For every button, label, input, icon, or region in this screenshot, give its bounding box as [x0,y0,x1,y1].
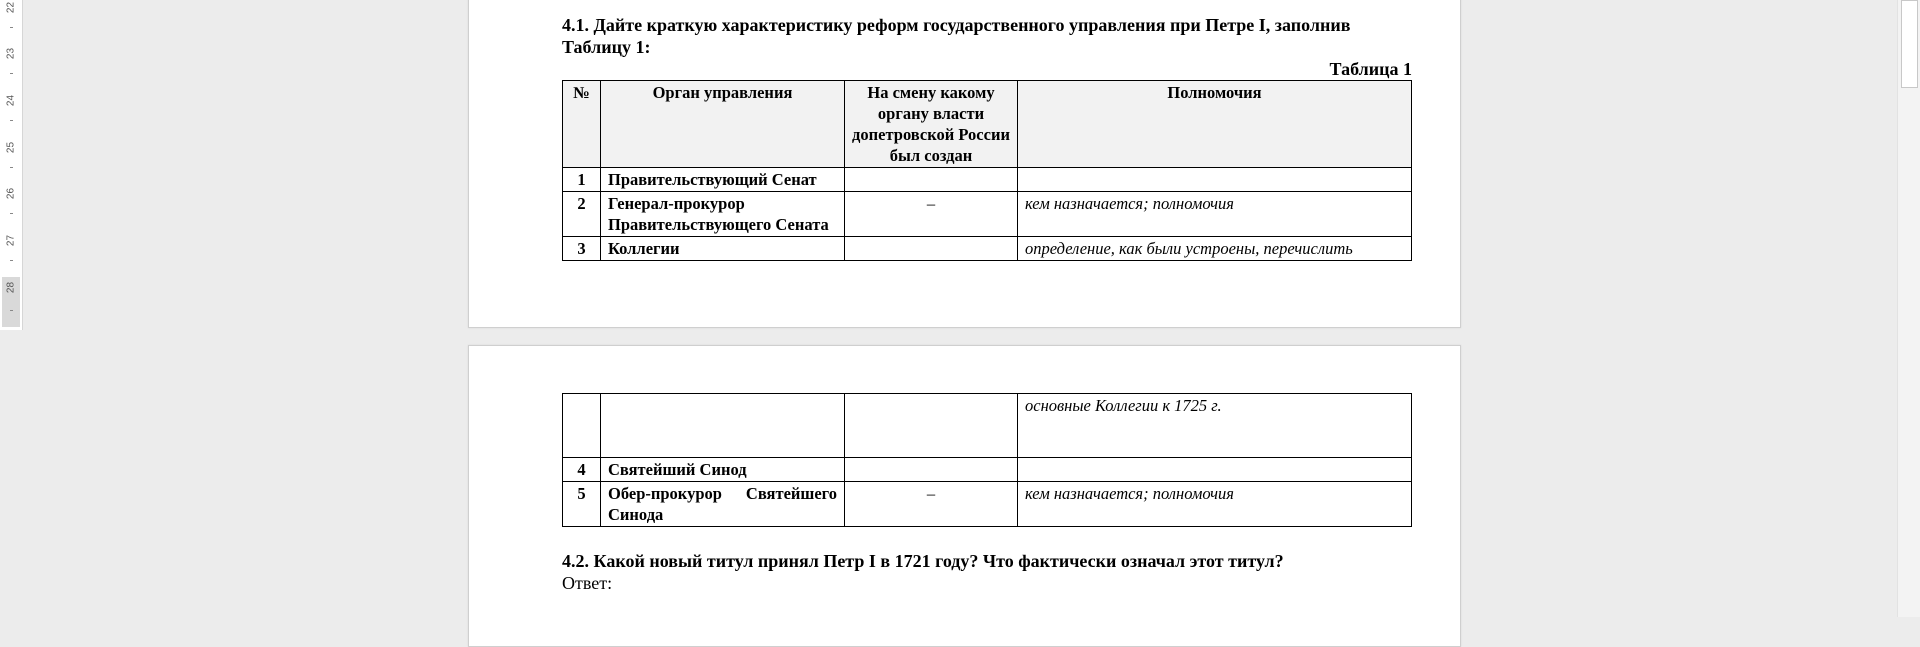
row-powers[interactable]: основные Коллегии к 1725 г. [1018,394,1412,458]
ruler-tick [10,27,13,28]
table-row [563,482,1412,527]
ruler-tick [10,73,13,74]
ruler-mark: 22 [5,1,17,14]
row-powers[interactable] [1018,458,1412,482]
row-replaced[interactable]: – [845,482,1018,527]
table-row [563,237,1412,261]
ruler-tick [10,310,13,311]
header-organ: Орган управления [601,81,845,168]
ruler-tick [10,260,13,261]
page-content [562,393,1412,594]
row-organ[interactable]: Святейший Синод [601,458,845,482]
table-row [563,168,1412,192]
row-number: 5 [563,482,601,527]
header-powers: Полномочия [1018,81,1412,168]
question-heading: 4.2. Какой новый титул принял Петр I в 1721 году? Что фактически означал этот титул? [562,551,1284,571]
ruler-mark: 24 [5,94,17,107]
row-replaced[interactable]: – [845,192,1018,237]
document-page-1 [468,0,1461,328]
row-powers[interactable] [1018,168,1412,192]
row-number: 3 [563,237,601,261]
ruler-mark: 23 [5,47,17,60]
vertical-scrollbar[interactable] [1897,0,1920,617]
row-replaced[interactable] [845,394,1018,458]
row-powers[interactable]: определение, как были устроены, перечислить [1018,237,1412,261]
row-number: 4 [563,458,601,482]
table-caption: Таблица 1 [1329,59,1412,79]
row-organ[interactable]: Правительствующий Сенат [601,168,845,192]
ruler-tick [10,213,13,214]
document-page-2 [468,345,1461,647]
vertical-ruler [0,0,23,330]
row-organ[interactable] [601,394,845,458]
answer-label[interactable]: Ответ: [562,573,613,593]
row-replaced[interactable] [845,458,1018,482]
row-powers[interactable]: кем назначается; полномочия [1018,192,1412,237]
ruler-tick [10,120,13,121]
row-number [563,394,601,458]
header-number: № [563,81,601,168]
ruler-mark: 26 [5,187,17,200]
table-row [563,458,1412,482]
ruler-tick [10,167,13,168]
header-replaced: На смену какому органу власти допетровской России был создан [845,81,1018,168]
scrollbar-thumb[interactable] [1901,0,1918,88]
table-row [563,192,1412,237]
ruler-mark: 27 [5,234,17,247]
row-organ[interactable]: Коллегии [601,237,845,261]
row-organ[interactable]: Обер-прокурор Святейшего Синода [601,482,845,527]
row-replaced[interactable] [845,237,1018,261]
table-row [563,394,1412,458]
row-replaced[interactable] [845,168,1018,192]
ruler-mark: 25 [5,141,17,154]
table-header-row [563,81,1412,168]
row-organ[interactable]: Генерал-прокурор Правительствующего Сената [601,192,845,237]
row-powers[interactable]: кем назначается; полномочия [1018,482,1412,527]
reforms-table [562,80,1412,261]
task-heading: 4.1. Дайте краткую характеристику реформ государственного управления при Петре I, заполнив Таблицу 1: [562,15,1351,57]
ruler-mark: 28 [5,281,17,294]
row-number: 1 [563,168,601,192]
row-number: 2 [563,192,601,237]
page-content [562,14,1412,261]
reforms-table-continued [562,393,1412,527]
